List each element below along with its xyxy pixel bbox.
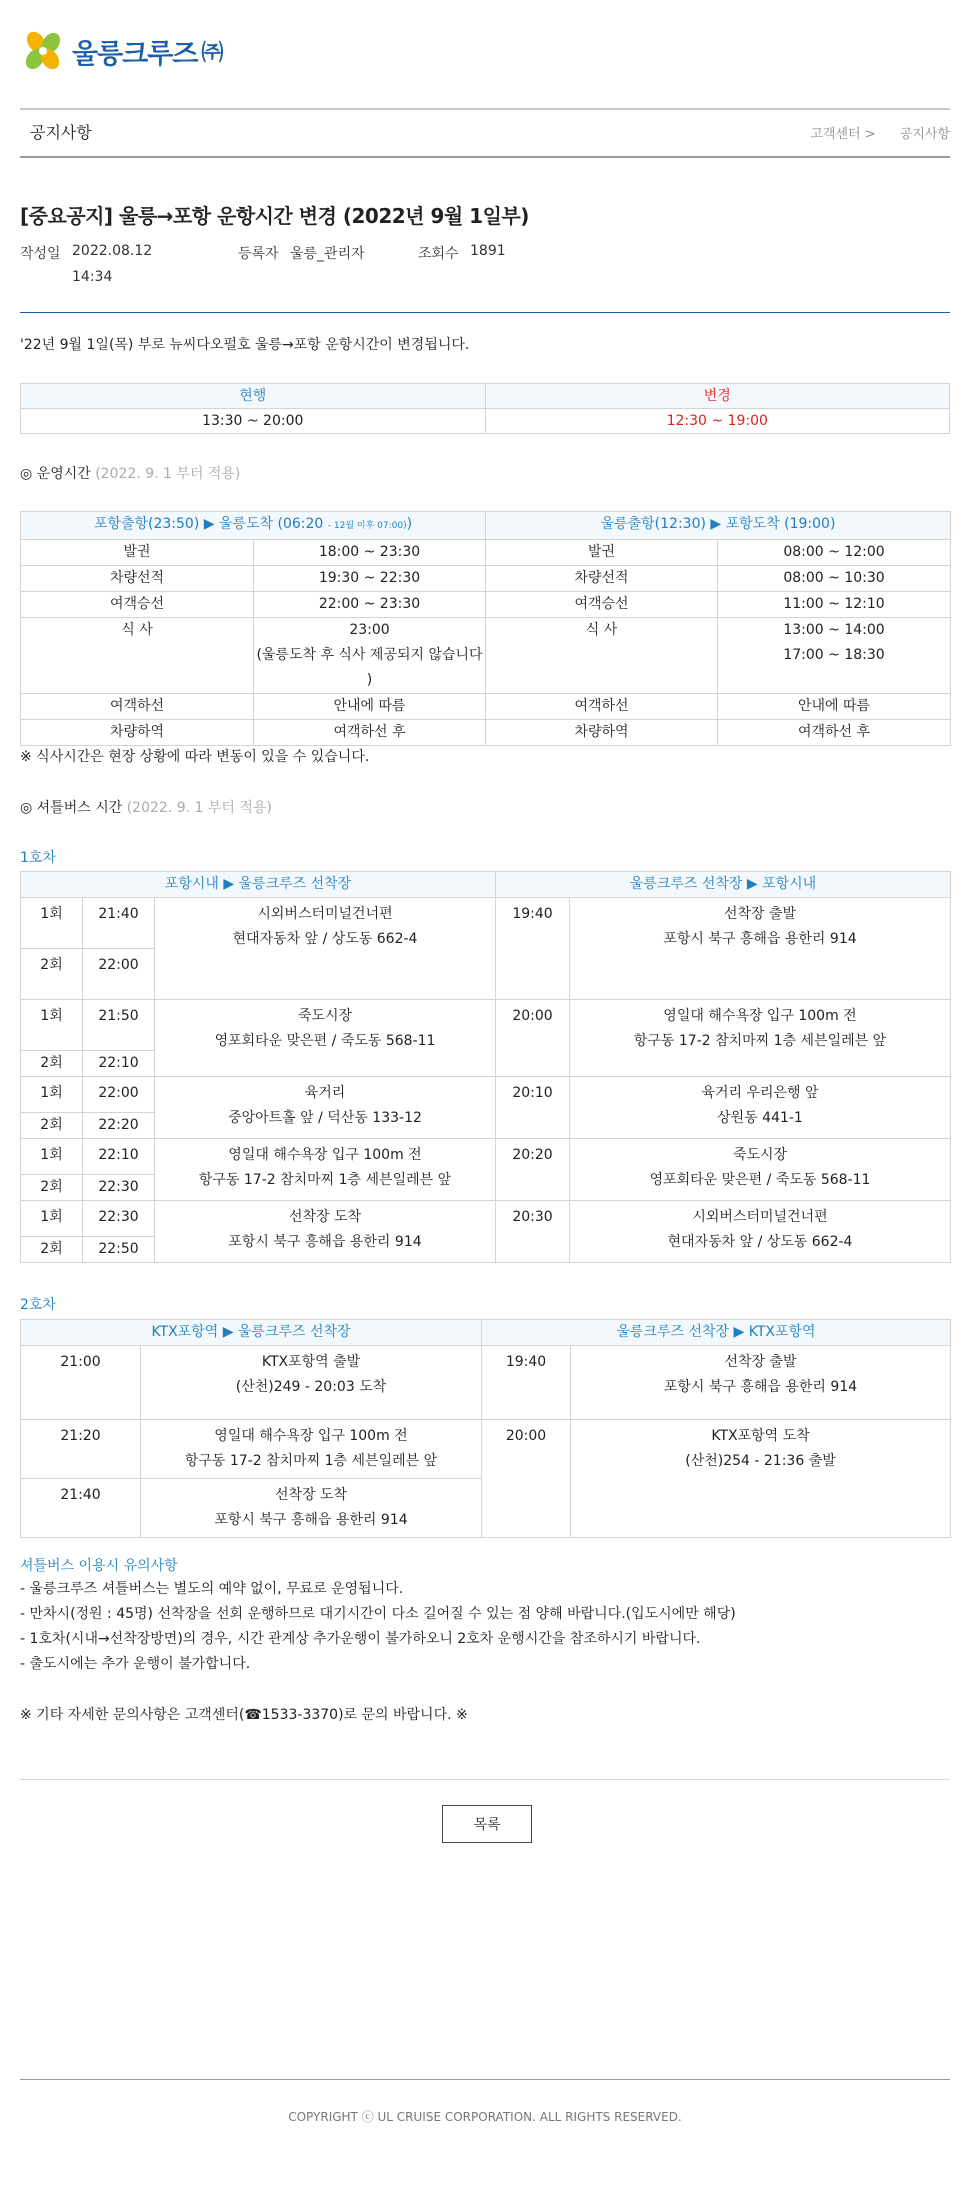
table-row [21, 694, 951, 720]
round: 2회 [21, 1113, 83, 1139]
stop [141, 1420, 482, 1479]
intro-text: '22년 9월 1일(목) 부로 뉴씨다오펄호 울릉→포항 운항시간이 변경됩니다. [20, 337, 470, 353]
round: 1회 [21, 1201, 83, 1237]
round: 2회 [21, 1175, 83, 1201]
meal-time: 13:00 ~ 14:00 [783, 622, 885, 638]
operation-heading [20, 463, 240, 483]
stop [141, 1479, 482, 1538]
row-value: 08:00 ~ 12:00 [718, 540, 951, 566]
table-row [21, 566, 951, 592]
time: 22:20 [83, 1113, 155, 1139]
time: 22:10 [83, 1139, 155, 1175]
stop [571, 1420, 951, 1538]
sub-header [20, 108, 950, 158]
time-value: 14:34 [72, 269, 113, 285]
shuttle-heading [20, 797, 272, 817]
stop [570, 1077, 951, 1139]
stop [570, 1000, 951, 1077]
operation-applied-text: (2022. 9. 1 부터 적용) [95, 466, 241, 482]
stop-name: 선착장 출발 [723, 906, 797, 922]
row-label: 식 사 [21, 618, 254, 694]
list-item: - 울릉크루즈 셔틀버스는 별도의 예약 없이, 무료로 운영됩니다. [20, 1581, 404, 1597]
stop-name: 선착장 출발 [724, 1354, 797, 1370]
stop-name: KTX포항역 출발 [261, 1354, 361, 1370]
meal-note-close: ) [366, 672, 373, 688]
stop-address: 포항시 북구 흥해읍 용한리 914 [214, 1512, 408, 1528]
date-label: 작성일 [20, 246, 61, 262]
bus2-label: 2호차 [20, 1297, 56, 1313]
time: 21:40 [21, 1479, 141, 1538]
logo[interactable] [20, 28, 223, 74]
row-value: 여객하선 후 [254, 720, 486, 746]
breadcrumb [790, 123, 950, 142]
operation-left-header-text: 포항출항(23:50) ▶ 울릉도착 (06:20 [93, 516, 324, 532]
clover-logo-icon [20, 28, 66, 74]
bus1-table [20, 871, 951, 1263]
row-value: 안내에 따름 [718, 694, 951, 720]
stop-address: 포항시 북구 흥해읍 용한리 914 [228, 1234, 422, 1250]
stop-name: 죽도시장 [297, 1008, 353, 1024]
article-title: [중요공지] 울릉→포항 운항시간 변경 (2022년 9월 1일부) [20, 204, 529, 228]
brand-suffix: ㈜ [201, 40, 224, 66]
operation-table [20, 511, 951, 746]
table-row [21, 540, 951, 566]
round: 1회 [21, 898, 83, 949]
list-button[interactable]: 목록 [442, 1805, 532, 1843]
row-label: 여객승선 [486, 592, 718, 618]
row-label: 식 사 [486, 618, 718, 694]
notice-list [20, 1577, 736, 1677]
stop-address: 영포회타운 맞은편 / 죽도동 568-11 [214, 1033, 436, 1049]
meal-time-2: 17:00 ~ 18:30 [783, 647, 885, 663]
stop [155, 898, 496, 1000]
divider [20, 312, 950, 313]
row-value: 여객하선 후 [718, 720, 951, 746]
stop [155, 1077, 496, 1139]
stop-name: 육거리 [304, 1085, 346, 1101]
stop-name: 죽도시장 [732, 1147, 788, 1163]
stop [155, 1139, 496, 1201]
stop-name: 선착장 도착 [274, 1487, 348, 1503]
bus2-left-header: KTX포항역 ▶ 울릉크루즈 선착장 [21, 1320, 482, 1346]
list-item: - 1호차(시내→선착장방면)의 경우, 시간 관계상 추가운행이 불가하오니 2호차 운행시간을 참조하시기 바랍니다. [20, 1631, 701, 1647]
author-label: 등록자 [238, 246, 279, 262]
time: 21:50 [83, 1000, 155, 1051]
section-title: 공지사항 [30, 123, 92, 142]
time: 21:00 [21, 1346, 141, 1420]
brand-name: 울릉크루즈 [72, 38, 198, 70]
meal-time: 23:00 [349, 622, 390, 638]
row-value [718, 618, 951, 694]
table-row [21, 1346, 951, 1420]
time: 19:40 [496, 898, 570, 1000]
stop-address: 항구동 17-2 참치마찌 1층 세븐일레븐 앞 [184, 1453, 438, 1469]
stop-name: 선착장 도착 [288, 1209, 362, 1225]
row-label: 차량하역 [486, 720, 718, 746]
divider [20, 1779, 950, 1780]
row-label: 차량선적 [21, 566, 254, 592]
time: 20:00 [496, 1000, 570, 1077]
operation-left-header-close: ) [406, 516, 413, 532]
stop-address: 현대자동차 앞 / 상도동 662-4 [667, 1234, 853, 1250]
breadcrumb-customer-center[interactable]: 고객센터 > [810, 127, 876, 142]
round: 2회 [21, 1051, 83, 1077]
row-label: 발권 [486, 540, 718, 566]
table-row [21, 898, 951, 949]
stop-address: 항구동 17-2 참치마찌 1층 세븐일레븐 앞 [198, 1172, 452, 1188]
stop [141, 1346, 482, 1420]
table-row [21, 1420, 951, 1479]
author-value: 울릉_관리자 [290, 246, 365, 262]
row-label: 여객하선 [21, 694, 254, 720]
operation-left-header [21, 512, 486, 540]
row-value: 11:00 ~ 12:10 [718, 592, 951, 618]
stop-address: 포항시 북구 흥해읍 용한리 914 [663, 931, 857, 947]
stop-address: 영포회타운 맞은편 / 죽도동 568-11 [649, 1172, 871, 1188]
table-row [21, 1139, 951, 1175]
round: 1회 [21, 1077, 83, 1113]
table-row [21, 1201, 951, 1237]
table-row [21, 720, 951, 746]
shuttle-applied-text: (2022. 9. 1 부터 적용) [126, 800, 272, 816]
time: 22:00 [83, 949, 155, 1000]
stop-address: 현대자동차 앞 / 상도동 662-4 [232, 931, 418, 947]
stop [570, 898, 951, 1000]
stop [155, 1000, 496, 1077]
row-label: 여객승선 [21, 592, 254, 618]
row-label: 차량선적 [486, 566, 718, 592]
shuttle-heading-text: ◎ 셔틀버스 시간 [20, 800, 123, 816]
stop [155, 1201, 496, 1263]
table-row [21, 592, 951, 618]
meal-note: (울릉도착 후 식사 제공되지 않습니다 [256, 647, 483, 663]
row-value: 22:00 ~ 23:30 [254, 592, 486, 618]
stop-name: 영일대 해수욕장 입구 100m 전 [214, 1428, 408, 1444]
time: 22:10 [83, 1051, 155, 1077]
row-label: 차량하역 [21, 720, 254, 746]
stop-address: 포항시 북구 흥해읍 용한리 914 [663, 1379, 858, 1395]
time: 22:50 [83, 1237, 155, 1263]
table-row [21, 1077, 951, 1113]
round: 2회 [21, 1237, 83, 1263]
stop-name: 시외버스터미널건너편 [692, 1209, 828, 1225]
round: 2회 [21, 949, 83, 1000]
stop-name: 영일대 해수욕장 입구 100m 전 [228, 1147, 422, 1163]
row-value: 18:00 ~ 23:30 [254, 540, 486, 566]
current-header: 현행 [21, 384, 486, 409]
table-row [21, 618, 951, 694]
row-label: 여객하선 [486, 694, 718, 720]
changed-time: 12:30 ~ 19:00 [485, 409, 950, 434]
round: 1회 [21, 1000, 83, 1051]
contact-note: ※ 기타 자세한 문의사항은 고객센터(☎1533-3370)로 문의 바랍니다. ※ [20, 1707, 468, 1723]
table-row [21, 1000, 951, 1051]
change-table [20, 383, 950, 434]
views-value: 1891 [470, 243, 506, 259]
current-time: 13:30 ~ 20:00 [21, 409, 486, 434]
stop-name: KTX포항역 도착 [711, 1428, 810, 1444]
stop [570, 1139, 951, 1201]
bus2-right-header: 울릉크루즈 선착장 ▶ KTX포항역 [482, 1320, 951, 1346]
stop [571, 1346, 951, 1420]
stop-name: 시외버스터미널건너편 [257, 906, 393, 922]
footer-divider [20, 2079, 950, 2080]
row-value: 안내에 따름 [254, 694, 486, 720]
stop-address: (산천)254 - 21:36 출발 [685, 1453, 836, 1469]
operation-right-header: 울릉출항(12:30) ▶ 포항도착 (19:00) [486, 512, 951, 540]
views-label: 조회수 [418, 246, 459, 262]
operation-left-header-small: - 12월 이후 07:00) [327, 521, 407, 531]
time: 20:30 [496, 1201, 570, 1263]
time: 21:20 [21, 1420, 141, 1479]
meal-note-text: ※ 식사시간은 현장 상황에 따라 변동이 있을 수 있습니다. [20, 749, 370, 765]
time: 20:10 [496, 1077, 570, 1139]
copyright: COPYRIGHT ⓒ UL CRUISE CORPORATION. ALL RIGHTS RESERVED. [288, 2110, 682, 2124]
bus1-label: 1호차 [20, 850, 56, 866]
row-value [254, 618, 486, 694]
row-value: 08:00 ~ 10:30 [718, 566, 951, 592]
date-value: 2022.08.12 [72, 243, 153, 259]
list-item: - 출도시에는 추가 운행이 불가합니다. [20, 1656, 251, 1672]
breadcrumb-notice[interactable]: 공지사항 [899, 127, 950, 142]
bus1-left-header: 포항시내 ▶ 울릉크루즈 선착장 [21, 872, 496, 898]
time: 22:30 [83, 1201, 155, 1237]
row-label: 발권 [21, 540, 254, 566]
list-item: - 만차시(정원 : 45명) 선착장을 선회 운행하므로 대기시간이 다소 길어질 수 있는 점 양해 바랍니다.(입도시에만 해당) [20, 1606, 736, 1622]
stop-address: 상원동 441-1 [717, 1110, 803, 1126]
notice-heading: 셔틀버스 이용시 유의사항 [20, 1558, 178, 1574]
stop-address: 중앙아트홀 앞 / 덕산동 133-12 [228, 1110, 422, 1126]
time: 20:20 [496, 1139, 570, 1201]
row-value: 19:30 ~ 22:30 [254, 566, 486, 592]
time: 20:00 [482, 1420, 571, 1538]
operation-heading-text: ◎ 운영시간 [20, 466, 91, 482]
stop-name: 영일대 해수욕장 입구 100m 전 [663, 1008, 857, 1024]
stop-address: 항구동 17-2 참치마찌 1층 세븐일레븐 앞 [633, 1033, 887, 1049]
time: 21:40 [83, 898, 155, 949]
stop [570, 1201, 951, 1263]
bus2-table [20, 1319, 951, 1538]
time: 22:30 [83, 1175, 155, 1201]
round: 1회 [21, 1139, 83, 1175]
time: 22:00 [83, 1077, 155, 1113]
stop-address: (산천)249 - 20:03 도착 [235, 1379, 387, 1395]
stop-name: 육거리 우리은행 앞 [701, 1085, 819, 1101]
time: 19:40 [482, 1346, 571, 1420]
bus1-right-header: 울릉크루즈 선착장 ▶ 포항시내 [496, 872, 951, 898]
changed-header: 변경 [485, 384, 950, 409]
